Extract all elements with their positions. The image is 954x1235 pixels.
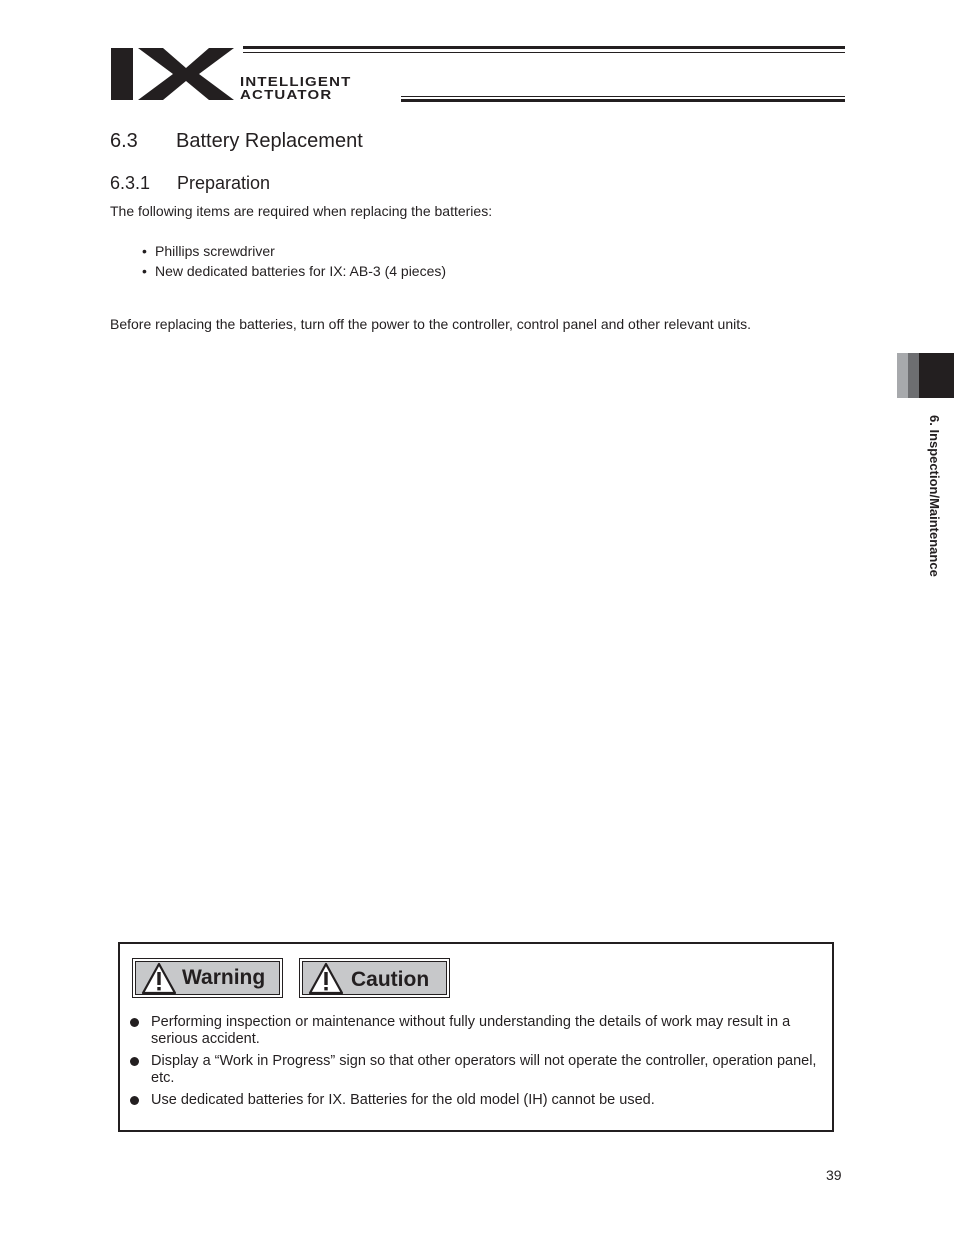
side-tab-stripe-light [897,353,908,398]
side-tab-block [919,353,954,398]
caution-label: Caution [351,968,430,991]
intro-text: The following items are required when replacing the batteries: [110,203,493,219]
list-item: • Phillips screwdriver [142,243,275,259]
warning-label: Warning [182,966,266,989]
list-item: Use dedicated batteries for IX. Batteries for the old model (IH) cannot be used. [130,1092,820,1109]
section-title: Battery Replacement [176,130,363,152]
instruction-text: Before replacing the batteries, turn off the power to the controller, control panel and other relevant units. [110,316,752,332]
list-item: • New dedicated batteries for IX: AB-3 (4 pieces) [142,263,447,279]
warning-triangle-icon [141,962,177,996]
bullet-icon: • [142,243,147,259]
section-heading [110,131,363,151]
chapter-tab-label: 6. Inspection/Maintenance [927,415,942,577]
subsection-title: Preparation [177,173,271,193]
bullet-icon: • [142,263,147,279]
list-item: Performing inspection or maintenance without fully understanding the details of work may result in a serious accident. [130,1014,820,1048]
ix-logo-mark [108,44,234,102]
safety-notice-box [118,942,834,1132]
subsection-heading [110,174,270,192]
subsection-number: 6.3.1 [110,173,151,193]
logo-text-intelligent: INTELLIGENT [240,75,352,90]
warning-badge [132,958,283,998]
side-tab-stripe-mid [908,353,919,398]
section-number: 6.3 [110,130,138,152]
header-rule-bottom-thin [401,96,845,97]
caution-badge [299,958,450,998]
header-rule-bottom [401,99,845,102]
header-rule-top [243,46,845,49]
page-number: 39 [826,1167,842,1183]
logo-text-actuator: ACTUATOR [240,88,333,103]
list-item: Display a “Work in Progress” sign so that other operators will not operate the controller, operation panel, etc. [130,1053,820,1087]
required-items-list [142,241,446,281]
safety-points-list [130,1014,820,1114]
header-rule-top-thin [243,52,845,53]
caution-triangle-icon [308,962,344,996]
